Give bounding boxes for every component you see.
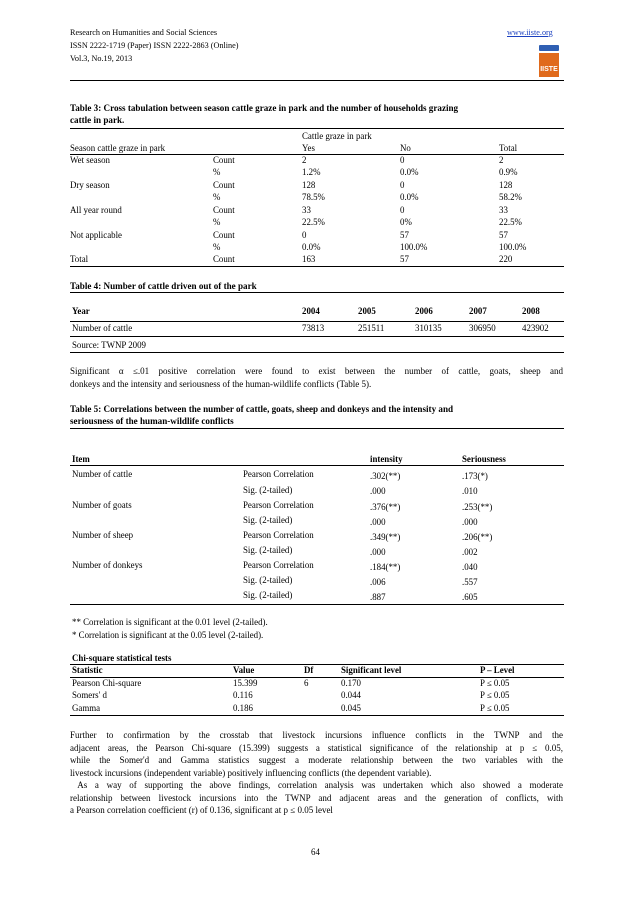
paragraph-line: a Pearson correlation coefficient (r) of 0.136, significant at p ≤ 0.05 level bbox=[70, 805, 333, 815]
cell-seriousness: .000 bbox=[462, 517, 478, 527]
row-stat: % bbox=[213, 242, 221, 252]
cell-yes: 0 bbox=[302, 230, 307, 240]
cell-no: 57 bbox=[400, 254, 409, 264]
row-label: Dry season bbox=[70, 180, 110, 190]
header-cell: Seriousness bbox=[462, 454, 506, 464]
row-label: Total bbox=[70, 254, 89, 264]
paragraph-line: Further to confirmation by the crosstab that livestock incursions influence conflicts in the TWNP and the bbox=[70, 730, 563, 740]
cell-intensity: .302(**) bbox=[370, 471, 401, 481]
cell-seriousness: .040 bbox=[462, 562, 478, 572]
table3-col-total: Total bbox=[499, 143, 518, 153]
cell-seriousness: .605 bbox=[462, 592, 478, 602]
cell-no: 0 bbox=[400, 155, 405, 165]
header-cell: Value bbox=[233, 665, 255, 675]
row-label: Wet season bbox=[70, 155, 110, 165]
table3-col-no: No bbox=[400, 143, 411, 153]
header-cell: Significant level bbox=[341, 665, 402, 675]
row-label: Not applicable bbox=[70, 230, 122, 240]
cell-total: 33 bbox=[499, 205, 508, 215]
header-cell: intensity bbox=[370, 454, 403, 464]
footnote-double-star: ** Correlation is significant at the 0.01 level (2-tailed). bbox=[72, 617, 268, 627]
body-paragraph-1 bbox=[70, 365, 563, 390]
cell-intensity: .349(**) bbox=[370, 532, 401, 542]
row-stat: % bbox=[213, 217, 221, 227]
row-label: Number of cattle bbox=[72, 469, 133, 479]
cell: 6 bbox=[304, 678, 309, 688]
cell-intensity: .000 bbox=[370, 547, 386, 557]
volume: Vol.3, No.19, 2013 bbox=[70, 54, 133, 63]
header-cell: Year bbox=[72, 306, 90, 316]
cell: P ≤ 0.05 bbox=[480, 703, 510, 713]
cell-intensity: .376(**) bbox=[370, 502, 401, 512]
row-label: Number of sheep bbox=[72, 530, 134, 540]
cell-total: 128 bbox=[499, 180, 513, 190]
iiste-logo-icon bbox=[537, 44, 561, 78]
cell-intensity: .000 bbox=[370, 486, 386, 496]
row-stat: Count bbox=[213, 254, 235, 264]
paragraph-line: relationship between livestock incursions into the TWNP and adjacent areas and the generation of conflicts, with bbox=[70, 792, 563, 803]
row-stat: % bbox=[213, 167, 221, 177]
cell-yes: 2 bbox=[302, 155, 307, 165]
cell: 0.170 bbox=[341, 678, 361, 688]
footnote-single-star: * Correlation is significant at the 0.05 level (2-tailed). bbox=[72, 630, 264, 640]
table3-caption: Table 3: Cross tabulation between season cattle graze in park and the number of households grazing bbox=[70, 103, 459, 113]
row-label: Number of donkeys bbox=[72, 560, 143, 570]
cell-total: 2 bbox=[499, 155, 504, 165]
cell-yes: 128 bbox=[302, 180, 316, 190]
row-stat: % bbox=[213, 192, 221, 202]
table4-source: Source: TWNP 2009 bbox=[72, 340, 146, 350]
cell-seriousness: .253(**) bbox=[462, 502, 493, 512]
cell-seriousness: .206(**) bbox=[462, 532, 493, 542]
cell: 0.044 bbox=[341, 690, 361, 700]
cell-intensity: .184(**) bbox=[370, 562, 401, 572]
row-label: Number of goats bbox=[72, 500, 132, 510]
header-cell: Df bbox=[304, 665, 314, 675]
row-stat: Sig. (2-tailed) bbox=[243, 545, 293, 555]
cell: 306950 bbox=[469, 323, 496, 333]
row-stat: Pearson Correlation bbox=[243, 469, 314, 479]
cell: 73813 bbox=[302, 323, 325, 333]
cell: Somers' d bbox=[72, 690, 107, 700]
row-stat: Count bbox=[213, 205, 235, 215]
row-stat: Count bbox=[213, 180, 235, 190]
cell-seriousness: .010 bbox=[462, 486, 478, 496]
cell-total: 57 bbox=[499, 230, 508, 240]
row-stat: Sig. (2-tailed) bbox=[243, 515, 293, 525]
header-cell: 2008 bbox=[522, 306, 540, 316]
cell-no: 0.0% bbox=[400, 192, 419, 202]
cell-no: 100.0% bbox=[400, 242, 428, 252]
cell: 0.116 bbox=[233, 690, 253, 700]
journal-url-link[interactable]: www.iiste.org bbox=[507, 28, 553, 37]
cell-no: 0 bbox=[400, 180, 405, 190]
cell-yes: 163 bbox=[302, 254, 316, 264]
paragraph-line: donkeys and the intensity and seriousness of the human-wildlife conflicts (Table 5). bbox=[70, 378, 372, 389]
paragraph-line: livestock incursions (independent variable) positively influencing conflicts (the dependent variable). bbox=[70, 767, 432, 778]
cell-no: 0% bbox=[400, 217, 412, 227]
cell-yes: 78.5% bbox=[302, 192, 325, 202]
paragraph-line: Significant α ≤.01 positive correlation were found to exist between the number of cattle, goats, sheep and bbox=[70, 366, 563, 376]
cell: 15.399 bbox=[233, 678, 258, 688]
cell-total: 0.9% bbox=[499, 167, 518, 177]
paragraph-line: while the Somer'd and Gamma statistics suggest a moderate relationship between the two variables with the bbox=[70, 755, 563, 765]
paragraph-line: adjacent areas, the Pearson Chi-square (15.399) suggests a statistical significance of the relationship at p ≤ 0.05, bbox=[70, 742, 563, 753]
cell-total: 58.2% bbox=[499, 192, 522, 202]
cell: Gamma bbox=[72, 703, 101, 713]
paragraph-line: As a way of supporting the above findings, correlation analysis was undertaken which also showed a moderate bbox=[70, 780, 563, 790]
table3-row-header: Season cattle graze in park bbox=[70, 143, 166, 153]
journal-name: Research on Humanities and Social Sciences bbox=[70, 28, 218, 37]
header-cell: 2005 bbox=[358, 306, 376, 316]
cell-intensity: .887 bbox=[370, 592, 386, 602]
table3-caption-cont: cattle in park. bbox=[70, 115, 125, 125]
header-cell: Statistic bbox=[72, 665, 103, 675]
cell-total: 22.5% bbox=[499, 217, 522, 227]
table4-caption: Table 4: Number of cattle driven out of the park bbox=[70, 281, 257, 291]
cell: Pearson Chi-square bbox=[72, 678, 142, 688]
cell-no: 57 bbox=[400, 230, 409, 240]
row-label: Number of cattle bbox=[72, 323, 133, 333]
row-stat: Pearson Correlation bbox=[243, 530, 314, 540]
issn: ISSN 2222-1719 (Paper) ISSN 2222-2863 (Online) bbox=[70, 41, 239, 50]
chisq-title: Chi-square statistical tests bbox=[72, 653, 172, 663]
row-stat: Sig. (2-tailed) bbox=[243, 590, 293, 600]
row-label: All year round bbox=[70, 205, 122, 215]
row-stat: Pearson Correlation bbox=[243, 560, 314, 570]
cell-intensity: .006 bbox=[370, 577, 386, 587]
row-stat: Count bbox=[213, 230, 235, 240]
table5-caption: Table 5: Correlations between the number of cattle, goats, sheep and donkeys and the intensity and bbox=[70, 404, 454, 414]
cell: 0.186 bbox=[233, 703, 253, 713]
header-cell: 2007 bbox=[469, 306, 487, 316]
cell-total: 220 bbox=[499, 254, 513, 264]
body-paragraph-2 bbox=[70, 729, 563, 817]
cell-yes: 1.2% bbox=[302, 167, 321, 177]
cell-yes: 0.0% bbox=[302, 242, 321, 252]
row-stat: Pearson Correlation bbox=[243, 500, 314, 510]
cell: P ≤ 0.05 bbox=[480, 690, 510, 700]
row-stat: Sig. (2-tailed) bbox=[243, 485, 293, 495]
cell: 251511 bbox=[358, 323, 385, 333]
cell: 310135 bbox=[415, 323, 442, 333]
cell: P ≤ 0.05 bbox=[480, 678, 510, 688]
header-cell: P – Level bbox=[480, 665, 515, 675]
page-number: 64 bbox=[311, 847, 320, 857]
cell-seriousness: .173(*) bbox=[462, 471, 488, 481]
row-stat: Count bbox=[213, 155, 235, 165]
table5-caption-cont: seriousness of the human-wildlife conflicts bbox=[70, 416, 234, 426]
cell-total: 100.0% bbox=[499, 242, 527, 252]
row-stat: Sig. (2-tailed) bbox=[243, 575, 293, 585]
cell: 0.045 bbox=[341, 703, 361, 713]
table3-col-yes: Yes bbox=[302, 143, 315, 153]
header-cell: Item bbox=[72, 454, 90, 464]
header-cell: 2006 bbox=[415, 306, 433, 316]
svg-text:IISTE: IISTE bbox=[540, 66, 558, 73]
header-cell: 2004 bbox=[302, 306, 320, 316]
cell: 423902 bbox=[522, 323, 549, 333]
cell-no: 0.0% bbox=[400, 167, 419, 177]
cell-intensity: .000 bbox=[370, 517, 386, 527]
cell-seriousness: .002 bbox=[462, 547, 478, 557]
cell-yes: 33 bbox=[302, 205, 311, 215]
cell-no: 0 bbox=[400, 205, 405, 215]
cell-seriousness: .557 bbox=[462, 577, 478, 587]
table3-group-header: Cattle graze in park bbox=[302, 131, 372, 141]
cell-yes: 22.5% bbox=[302, 217, 325, 227]
